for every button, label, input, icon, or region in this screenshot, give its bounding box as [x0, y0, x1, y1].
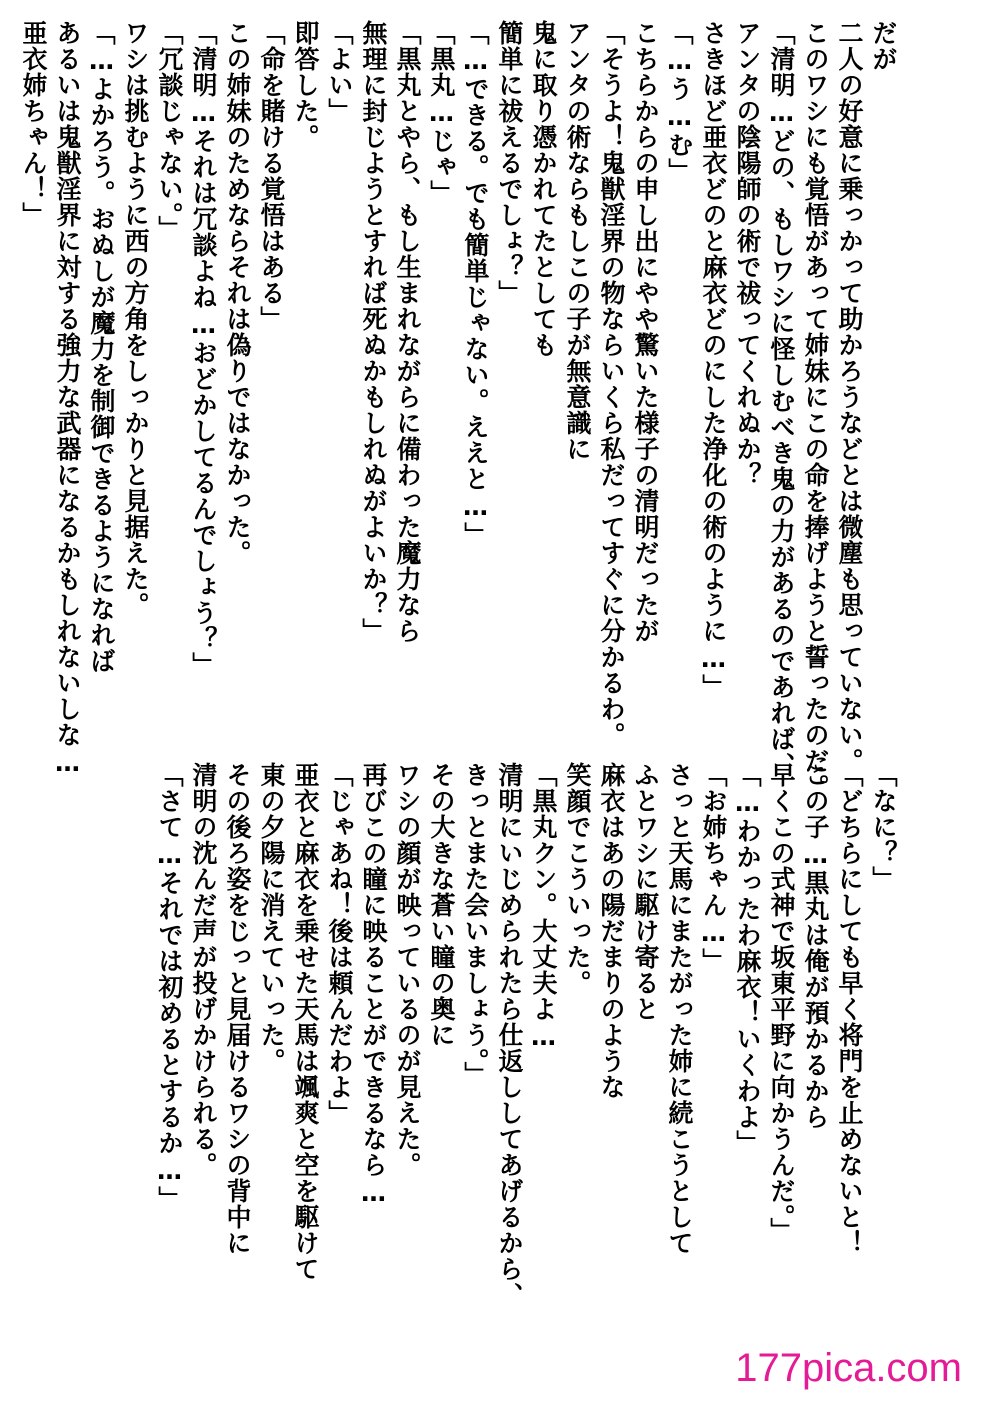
- text-column: 「…う…む」: [665, 20, 694, 184]
- top-text-block: [16, 20, 900, 800]
- text-column: このワシにも覚悟があって姉妹にこの命を捧げようと誓ったのだ。: [801, 20, 830, 800]
- text-column: 二人の好意に乗っかって助かろうなどとは微塵も思っていない。: [835, 20, 864, 774]
- text-column: 「どちらにしても早く将門を止めないと！: [835, 762, 864, 1256]
- text-column: 「なに？」: [869, 762, 898, 892]
- text-column: 「…わかったわ麻衣！いくわよ」: [733, 762, 762, 1156]
- watermark-text[interactable]: 177pica.com: [735, 1346, 962, 1390]
- text-column: 再びこの瞳に映ることができるなら…: [359, 762, 388, 1208]
- text-column: 「命を賭ける覚悟はある」: [257, 20, 286, 332]
- text-column: 麻衣はあの陽だまりのような: [597, 762, 626, 1100]
- text-column: アンタの術ならもしこの子が無意識に: [563, 20, 592, 462]
- text-column: 「清明…それは冗談よね…おどかしてるんでしょう？」: [189, 20, 218, 678]
- text-column: 「冗談じゃない。」: [155, 20, 184, 242]
- text-column: その大きな蒼い瞳の奥に: [427, 762, 456, 1048]
- text-column: 「…よかろう。おぬしが魔力を制御できるようになれば: [87, 20, 116, 674]
- text-column: ワシの顔が映っているのが見えた。: [393, 762, 422, 1178]
- text-column: 「じゃあね！後は頼んだわよ」: [325, 762, 354, 1126]
- text-column: 「お姉ちゃん…」: [699, 762, 728, 974]
- text-column: 「…できる。でも簡単じゃない。ええと…」: [461, 20, 490, 548]
- text-column: 簡単に祓えるでしょ？」: [495, 20, 524, 306]
- text-column: その後ろ姿をじっと見届けるワシの背中に: [223, 762, 252, 1256]
- text-column: ふとワシに駆け寄ると: [631, 762, 660, 1022]
- text-column: 即答した。: [291, 20, 320, 150]
- text-column: 無理に封じようとすれば死ぬかもしれぬがよいか？」: [359, 20, 388, 644]
- text-column: ワシは挑むように西の方角をしっかりと見据えた。: [121, 20, 150, 618]
- text-column: 清明の沈んだ声が投げかけられる。: [189, 762, 218, 1178]
- text-column: 「黒丸クン。大丈夫よ…: [529, 762, 558, 1052]
- text-column: さきほど亜衣どのと麻衣どのにした浄化の術のように…」: [699, 20, 728, 700]
- text-column: 亜衣と麻衣を乗せた天馬は颯爽と空を駆けて: [291, 762, 320, 1282]
- text-column: さっと天馬にまたがった姉に続こうとして: [665, 762, 694, 1256]
- text-column: 鬼に取り憑かれてたとしても: [529, 20, 558, 358]
- text-column: 「よい」: [325, 20, 354, 124]
- text-column: 「清明…どの、もしワシに怪しむべき鬼の力があるのであれば、: [767, 20, 796, 778]
- text-column: 清明にいじめられたら仕返ししてあげるから、: [495, 762, 524, 1308]
- text-column: この姉妹のためならそれは偽りではなかった。: [223, 20, 252, 566]
- bottom-text-block: [152, 762, 900, 1322]
- text-column: 笑顔でこういった。: [563, 762, 592, 996]
- text-column: 「さて…それでは初めるとするか…」: [155, 762, 184, 1212]
- text-column: 「黒丸とやら、もし生まれながらに備わった魔力なら: [393, 20, 422, 644]
- text-column: 「そうよ！鬼獣淫界の物ならいくら私だってすぐに分かるわ。: [597, 20, 626, 748]
- text-column: だが: [869, 20, 898, 72]
- text-column: この子…黒丸は俺が預かるから: [801, 762, 830, 1130]
- text-column: 亜衣姉ちゃん！」: [19, 20, 48, 228]
- text-column: こちらからの申し出にやや驚いた様子の清明だったが: [631, 20, 660, 644]
- text-column: 東の夕陽に消えていった。: [257, 762, 286, 1074]
- text-column: 早くこの式神で坂東平野に向かうんだ。」: [767, 762, 796, 1244]
- text-column: 「黒丸…じゃ」: [427, 20, 456, 206]
- text-column: アンタの陰陽師の術で祓ってくれぬか？: [733, 20, 762, 488]
- text-column: あるいは鬼獣淫界に対する強力な武器になるかもしれないしな…: [53, 20, 82, 778]
- text-column: きっとまた会いましょう。」: [461, 762, 490, 1088]
